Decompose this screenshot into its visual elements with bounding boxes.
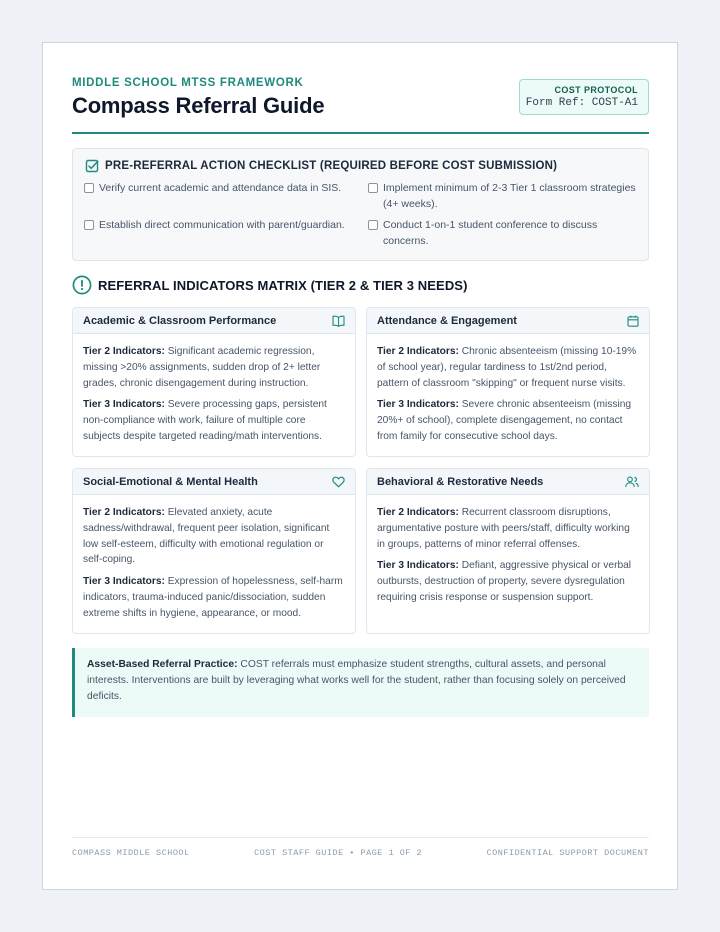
- card-header: [367, 308, 649, 334]
- checklist-item[interactable]: [84, 180, 354, 196]
- tier3-indicators: Tier 3 Indicators: Severe chronic absenteeism (missing 20%+ of school), complete disengagement, no contact from family for consecutive school days.: [377, 399, 632, 442]
- card-body: [73, 334, 355, 445]
- alert-circle-icon: [72, 275, 92, 295]
- checklist-item[interactable]: [84, 217, 354, 233]
- checklist-item-label: Conduct 1-on-1 student conference to discuss concerns.: [383, 219, 598, 247]
- checklist-item-label: Establish direct communication with parent/guardian.: [99, 219, 345, 231]
- document-page: [42, 42, 678, 890]
- indicator-card-social-emotional: [72, 468, 356, 634]
- asset-based-callout: [72, 648, 649, 717]
- tier3-indicators: Tier 3 Indicators: Defiant, aggressive physical or verbal outbursts, destruction of property, severe dysregulation requiring crisis response or suspension support.: [377, 560, 632, 603]
- tier3-indicators: Tier 3 Indicators: Expression of hopelessness, self-harm indicators, trauma-induced panic/dissociation, sudden extreme shifts in hygiene, appearance, or mood.: [83, 576, 343, 619]
- indicators-title: REFERRAL INDICATORS MATRIX (TIER 2 & TIER 3 NEEDS): [98, 277, 468, 293]
- checkbox[interactable]: [368, 183, 378, 193]
- book-icon: [332, 315, 345, 327]
- checklist-item-label: Verify current academic and attendance data in SIS.: [99, 182, 342, 194]
- callout-label: Asset-Based Referral Practice:: [87, 659, 238, 670]
- checkbox[interactable]: [84, 220, 94, 230]
- card-header: [73, 308, 355, 334]
- card-title: Attendance & Engagement: [377, 314, 517, 327]
- document-header: [72, 77, 649, 134]
- checklist-item[interactable]: [368, 217, 618, 249]
- checklist-item[interactable]: [368, 180, 640, 212]
- checklist-heading: [85, 159, 557, 173]
- page-title: Compass Referral Guide: [72, 93, 325, 118]
- tier2-indicators: Tier 2 Indicators: Chronic absenteeism (missing 10-19% of school year), regular tardiness to 1st/2nd period, pattern of classroom "skipping" or frequent nurse visits.: [377, 346, 637, 389]
- indicator-card-attendance: [366, 307, 650, 457]
- footer-page-info: COST STAFF GUIDE • PAGE 1 OF 2: [254, 848, 423, 858]
- checkbox[interactable]: [368, 220, 378, 230]
- card-title: Behavioral & Restorative Needs: [377, 475, 544, 488]
- checklist-title: PRE-REFERRAL ACTION CHECKLIST (REQUIRED BEFORE COST SUBMISSION): [105, 160, 558, 172]
- pre-referral-checklist: [72, 148, 649, 261]
- page-footer: [72, 837, 649, 858]
- form-reference: Form Ref: COST-A1: [525, 97, 638, 109]
- checkbox-icon: [85, 159, 99, 173]
- footer-confidential: CONFIDENTIAL SUPPORT DOCUMENT: [486, 848, 649, 858]
- card-body: [367, 495, 649, 606]
- protocol-badge: [519, 79, 649, 115]
- protocol-label: COST PROTOCOL: [554, 85, 638, 95]
- indicators-heading: [72, 275, 468, 295]
- framework-eyebrow: MIDDLE SCHOOL MTSS FRAMEWORK: [72, 77, 304, 89]
- heart-icon: [332, 476, 345, 488]
- card-title: Academic & Classroom Performance: [83, 314, 277, 327]
- callout-text: COST referrals must emphasize student strengths, cultural assets, and personal interests. Interventions are built by leveraging what works well for the student, rather than focusing solely on perceived deficits.: [87, 659, 626, 702]
- indicator-card-academic: [72, 307, 356, 457]
- card-title: Social-Emotional & Mental Health: [83, 475, 258, 488]
- calendar-icon: [627, 315, 639, 327]
- indicator-card-behavioral: [366, 468, 650, 634]
- card-header: [73, 469, 355, 495]
- card-body: [73, 495, 355, 622]
- card-body: [367, 334, 649, 445]
- footer-school: COMPASS MIDDLE SCHOOL: [72, 848, 190, 858]
- tier2-indicators: Tier 2 Indicators: Elevated anxiety, acute sadness/withdrawal, frequent peer isolation, significant low self-esteem, difficulty with emotional regulation or self-coping.: [83, 507, 330, 566]
- tier2-indicators: Tier 2 Indicators: Significant academic regression, missing >20% assignments, sudden drop of 2+ letter grades, chronic disengagement during instruction.: [83, 346, 321, 389]
- checklist-item-label: Implement minimum of 2-3 Tier 1 classroom strategies (4+ weeks).: [383, 182, 636, 210]
- tier3-indicators: Tier 3 Indicators: Severe processing gaps, persistent non-compliance with work, failure of multiple core subjects despite targeted reading/math interventions.: [83, 399, 327, 442]
- card-header: [367, 469, 649, 495]
- checkbox[interactable]: [84, 183, 94, 193]
- users-icon: [625, 476, 639, 488]
- tier2-indicators: Tier 2 Indicators: Recurrent classroom disruptions, argumentative posture with peers/staff, difficulty working in groups, patterns of minor referral offenses.: [377, 507, 630, 550]
